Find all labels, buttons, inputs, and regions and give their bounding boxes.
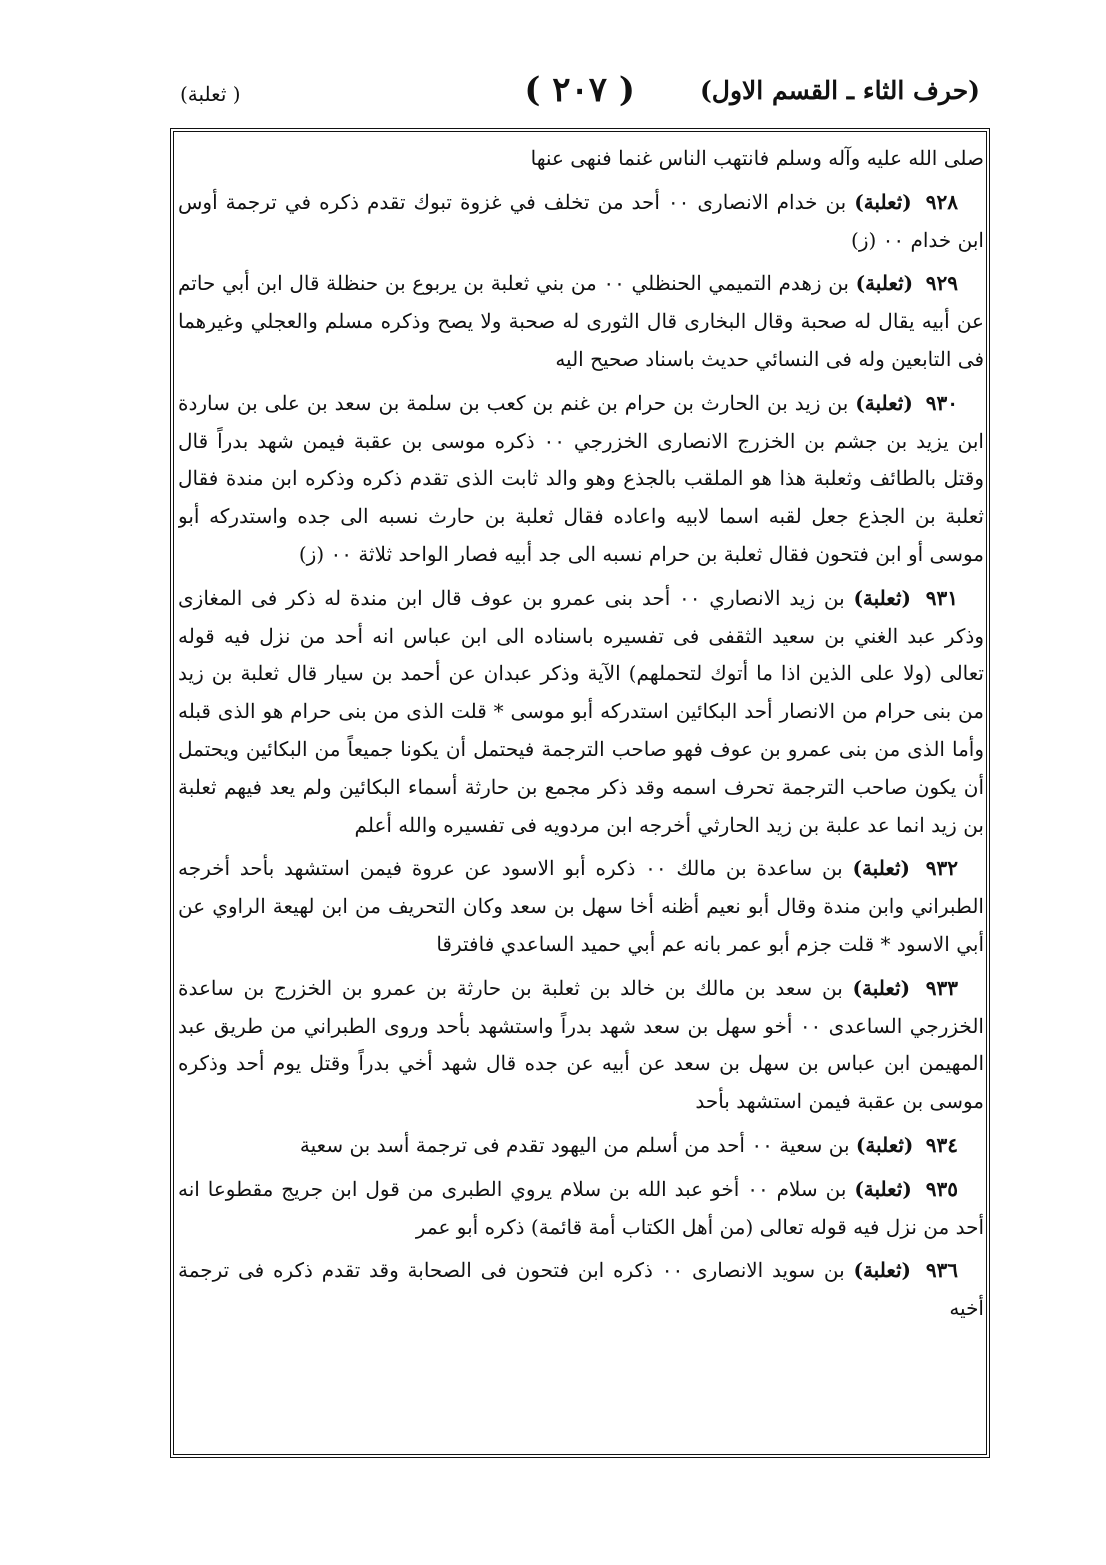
entry-number: ٩٣٥ (925, 1176, 958, 1201)
entry-928 (178, 184, 984, 260)
entry-930 (178, 385, 984, 574)
running-head: ( ثعلبة) (180, 82, 241, 106)
entry-text: بن سلام ٠٠ أخو عبد الله بن سلام يروي الطبرى من قول ابن جريج مقطوعا انه أحد من نزل فيه قوله تعالى (من أهل الكتاب أمة قائمة) ذكره أبو عمر (178, 1176, 984, 1239)
entry-text: بن زيد بن الحارث بن حرام بن غنم بن كعب بن سلمة بن سعد بن على بن ساردة ابن يزيد بن جشم بن الخزرج الانصارى الخزرجي ٠٠ ذكره موسى بن عقبة فيمن شهد بدراً قال وقتل بالطائف وثعلبة هذا هو الملقب بالجذع وهو والد ثابت الذى تقدم ذكره وذكره ابن مندة فقال ثعلبة بن الجذع جعل لقبه اسما لابيه واعاده فقال ثعلبة بن حارث نسبه الى جده واستدركه أبو موسى أو ابن فتحون فقال ثعلبة بن حرام نسبه الى جد أبيه فصار الواحد ثلاثة ٠٠ (ز) (178, 390, 984, 566)
entry-text: بن خدام الانصارى ٠٠ أحد من تخلف في غزوة تبوك تقدم ذكره في ترجمة أوس ابن خدام ٠٠ (ز) (178, 189, 984, 252)
entry-number: ٩٢٩ (925, 271, 959, 296)
entry-text: بن سعية ٠٠ أحد من أسلم من اليهود تقدم فى ترجمة أسد بن سعية (299, 1132, 850, 1157)
entry-text: صلى الله عليه وآله وسلم فانتهب الناس غنما فنهى عنها (530, 146, 984, 170)
entry-name: (ثعلبة) (853, 1258, 912, 1283)
entry-number: ٩٣٦ (925, 1258, 959, 1283)
entry-name: (ثعلبة) (852, 856, 911, 881)
entry-number: ٩٣٤ (925, 1132, 958, 1157)
entry-934 (178, 1127, 984, 1165)
entry-name: (ثعلبة) (855, 271, 914, 296)
entry-933 (178, 970, 984, 1121)
entry-name: (ثعلبة) (854, 1176, 912, 1201)
section-title: (حرف الثاء ـ القسم الاول) (699, 76, 980, 105)
entry-929 (178, 265, 984, 378)
entry-name: (ثعلبة) (854, 189, 912, 214)
entry-936 (178, 1252, 984, 1328)
entry-text: بن زيد الانصاري ٠٠ أحد بنى عمرو بن عوف قال ابن مندة له ذكر فى المغازى وذكر عبد الغني بن سعيد الثقفى فى تفسيره باسناده الى ابن عباس انه أحد من نزل فيه قوله تعالى (ولا على الذين اذا ما أتوك لتحملهم) الآية وذكر عبدان عن أحمد بن سيار قال ثعلبة بن زيد من بنى حرام من الانصار أحد البكائين استدركه أبو موسى * قلت الذى من بنى حرام هو الذى قبله وأما الذى من بنى عمرو بن عوف فهو صاحب الترجمة فيحتمل أن يكونا جميعاً من البكائين ويحتمل أن يكون صاحب الترجمة تحرف اسمه وقد ذكر مجمع بن حارثة أسماء البكائين ولم يعد فيهم ثعلبة بن زيد انما عد علبة بن زيد الحارثي أخرجه ابن مردويه فى تفسيره والله أعلم (178, 585, 984, 837)
entry-932 (178, 850, 984, 963)
page-header (180, 70, 980, 120)
entry-number: ٩٢٨ (925, 189, 959, 214)
entry-name: (ثعلبة) (855, 1132, 914, 1157)
entry-name: (ثعلبة) (853, 585, 911, 610)
entry-931 (178, 580, 984, 845)
entry-number: ٩٣١ (925, 585, 958, 610)
entry-text: بن سويد الانصارى ٠٠ ذكره ابن فتحون فى الصحابة وقد تقدم ذكره فى ترجمة أخيه (178, 1258, 984, 1321)
page-body (178, 140, 984, 1450)
entry-continuation (178, 140, 984, 178)
entry-text: بن ساعدة بن مالك ٠٠ ذكره أبو الاسود عن عروة فيمن استشهد بأحد أخرجه الطبراني وابن مندة وقال أبو نعيم أظنه أخا سهل بن سعد وكان التحريف من ابن لهيعة الراوي عن أبي الاسود * قلت جزم أبو عمر بانه عم أبي حميد الساعدي فافترقا (178, 856, 984, 956)
entry-number: ٩٣٠ (925, 390, 959, 415)
entry-name: (ثعلبة) (852, 975, 911, 1000)
entry-text: بن سعد بن مالك بن خالد بن ثعلبة بن حارثة بن عمرو بن الخزرج بن ساعدة الخزرجي الساعدى ٠٠ أخو سهل بن سعد شهد بدراً واستشهد بأحد وروى الطبراني من طريق عبد المهيمن ابن عباس بن سهل بن سعد عن أبيه عن جده قال شهد أخي بدراً وقتل يوم أحد وذكره موسى بن عقبة فيمن استشهد بأحد (178, 975, 984, 1114)
entry-text: بن زهدم التميمي الحنظلي ٠٠ من بني ثعلبة بن يربوع بن حنظلة قال ابن أبي حاتم عن أبيه يقال له صحبة وقال البخارى قال الثورى له صحبة ولا يصح وذكره مسلم والعجلي وغيرهما فى التابعين وله فى النسائي حديث باسناد صحيح اليه (178, 271, 984, 371)
entry-name: (ثعلبة) (855, 390, 913, 415)
entry-number: ٩٣٢ (925, 856, 958, 881)
entry-number: ٩٣٣ (925, 975, 959, 1000)
page-number: ( ٢٠٧ ) (524, 70, 635, 110)
entry-935 (178, 1171, 984, 1247)
